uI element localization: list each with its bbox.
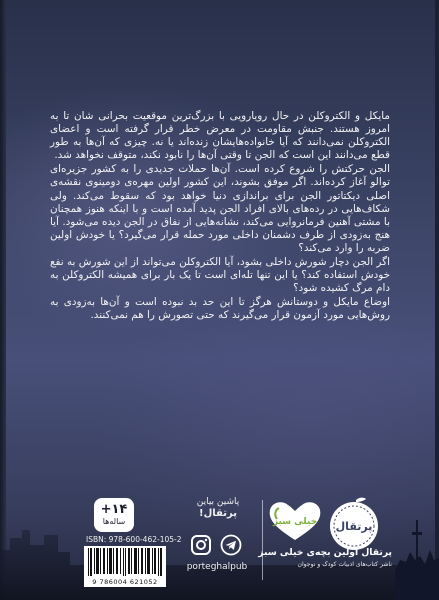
footer-divider (262, 500, 263, 580)
publisher-tagline: پرتقال اولین بچه‌ی خیلی سبز (258, 547, 392, 558)
age-rating-unit: ساله‌ها (102, 517, 126, 526)
kheili-sabz-heart-logo (266, 498, 324, 542)
isbn-label: ISBN: 978-600-462-105-2 (86, 535, 182, 544)
porteghal-logo-text: پرتقال (335, 520, 373, 533)
porteghal-logo (326, 496, 382, 552)
barcode-digits: 9 786004 621052 (84, 578, 166, 587)
telegram-icon[interactable] (220, 534, 242, 556)
blurb-paragraph-3: اگر الجن دچار شورش داخلی بشود، آیا الکتروکلن می‌تواند از این شورش به نفع خودش استفاده کند؟ یا این تنها تله‌ای است تا یک بار برای همیشه الکتروکلن به دام مرگ کشیده شود؟ (50, 256, 390, 295)
social-heading (180, 497, 256, 519)
blurb-paragraph-1: مایکل و الکتروکلن در حال رویارویی با بزرگ‌ترین موقعیت بحرانی شان تا به امروز هستند. جنبش مقاومت در معرض خطر قرار گرفته است و اعضای الکتروکلن نمی‌دانند که آیا خانواده‌هایشان زنده‌اند یا نه. چیزی که آن‌ها به طور قطع می‌دانند این است که الجن تا وقتی آن‌ها را نابود نکند، متوقف نخواهد شد. (50, 110, 390, 162)
blurb-paragraph-4: اوضاع مایکل و دوستانش هرگز تا این حد بد نبوده است و آن‌ها به‌زودی به روش‌هایی مورد آزمون قرار می‌گیرند که حتی تصورش را هم نمی‌کنند. (50, 296, 390, 322)
age-rating-value: +۱۴ (100, 502, 128, 517)
blurb-paragraph-2: الجن حرکتش را شروع کرده است. آن‌ها حملات جدیدی را به کشور جزیره‌ای توالو آغاز کرده‌اند. اگر موفق بشوند، این کشور اولین مهره‌ی دومینوی نقشه‌ی اصلی دیکتاتور الجن برای براندازی دنیا خواهد بود که سقوط می‌کند. ولی شکاف‌هایی در رده‌های بالای افراد الجن پدید آمده است و با اینکه هنوز همچنان با مشتی آهنین فرمانروایی می‌کند، نشانه‌هایی از نفاق در الجن دیده می‌شود. آیا هنج به‌زودی از طرف دشمنان داخلی مورد حمله قرار می‌گیرد؟ یا خودش اولین ضربه را وارد می‌کند؟ (50, 163, 390, 254)
heart-logo-text: خیلی سبز (272, 517, 318, 527)
barcode (84, 546, 166, 578)
blurb-text (50, 110, 390, 324)
social-heading-line: پاشین بیاین (196, 497, 240, 507)
instagram-icon[interactable] (190, 534, 212, 556)
social-handle[interactable]: porteghalpub (186, 562, 248, 572)
publisher-subtagline: ناشر کتاب‌های ادبیات کودک و نوجوان (297, 561, 392, 568)
age-rating-badge (94, 498, 134, 532)
social-heading-brand: پرتقال! (199, 508, 237, 519)
